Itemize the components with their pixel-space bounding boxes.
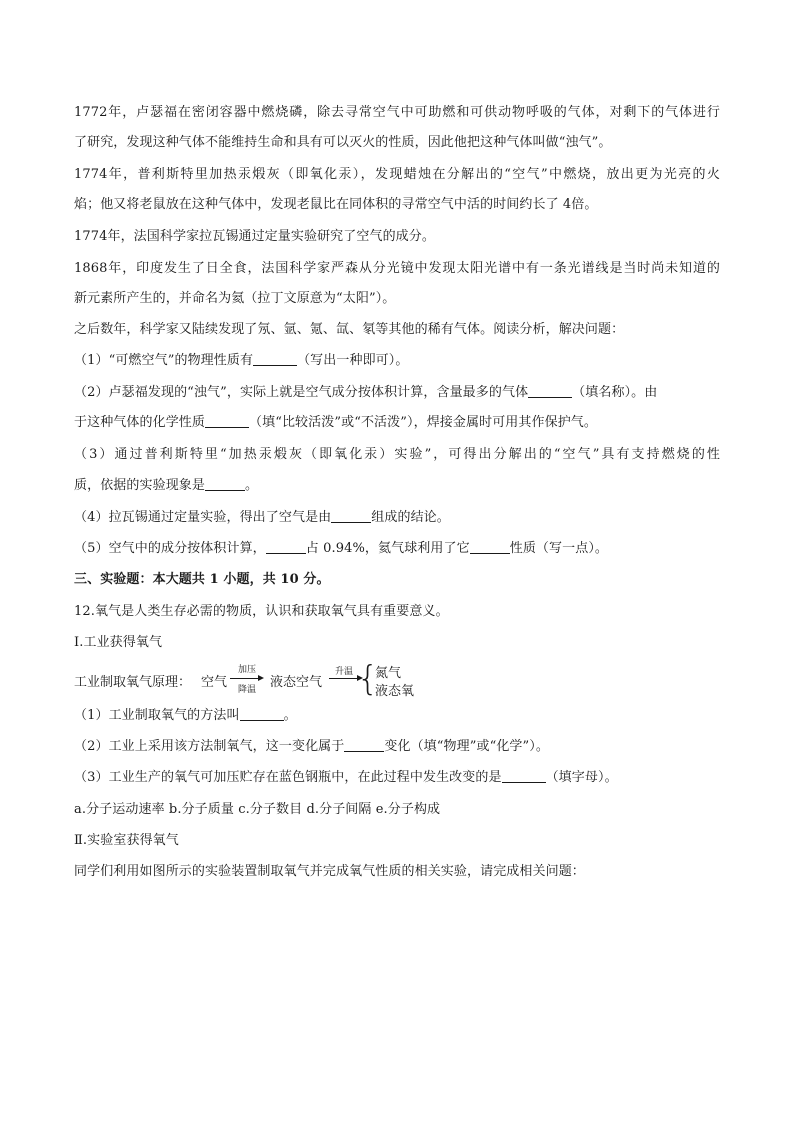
question-2-text: （2）卢瑟福发现的“浊气”，实际上就是空气成分按体积计算，含量最多的气体 [74,385,529,400]
part-i-q3-tail: （填字母）。 [545,770,618,785]
answer-blank[interactable] [470,540,510,554]
cool-label: 降温 [238,685,257,695]
question-1-tail: （写出一种即可）。 [297,353,409,368]
question-4 [74,509,450,527]
question-2-line-1 [74,384,657,402]
question-2-text-2: 于这种气体的化学性质 [74,415,206,430]
answer-blank[interactable] [240,707,284,721]
question-12-stem: 12.氧气是人类生存必需的物质，认识和获取氧气具有重要意义。 [74,604,449,619]
answer-blank[interactable] [528,384,572,398]
question-4-text: （4）拉瓦锡通过定量实验，得出了空气是由 [74,510,332,525]
question-5-text: （5）空气中的成分按体积计算， [74,541,266,556]
air-label: 空气 [201,675,228,690]
question-3-line-1: （3）通过普利斯特里“加热汞煅灰（即氧化汞）实验”，可得出分解出的“空气”具有支持燃烧的性 [74,447,720,462]
question-3-text: 质，依据的实验现象是 [74,478,206,493]
answer-blank[interactable] [253,352,297,366]
diagram-label: 工业制取氧气原理： [74,675,192,690]
part-i-q3 [74,769,618,787]
question-4-tail: 组成的结论。 [371,510,450,525]
answer-blank[interactable] [331,509,371,523]
answer-blank[interactable] [205,414,249,428]
part-i-q3-text: （3）工业生产的氧气可加压贮存在蓝色钢瓶中，在此过程中发生改变的是 [74,770,502,785]
arrow-1 [230,678,260,679]
question-1 [74,352,408,370]
part-i-q2-tail: 变化（填“物理”或“化学”）。 [384,739,549,754]
part-i-heading: I.工业获得氧气 [74,635,163,650]
liquid-air-label: 液态空气 [270,675,323,690]
question-1-text: （1）“可燃空气”的物理性质有 [74,353,254,368]
arrow-1-head [258,675,264,681]
part-i-q2 [74,738,549,756]
passage-line-8: 之后数年，科学家又陆续发现了氖、氩、氪、氙、氡等其他的稀有气体。阅读分析，解决问题： [74,322,625,337]
heat-label: 升温 [335,667,354,677]
brace-icon: { [357,659,379,699]
question-5 [74,540,608,558]
section-heading: 三、实验题：本大题共 1 小题，共 10 分。 [74,572,330,587]
passage-line-1: 1772年，卢瑟福在密闭容器中燃烧磷，除去寻常空气中可助燃和可供动物呼吸的气体，对剩下的气体进行 [74,105,720,120]
nitrogen-label: 氮气 [375,666,402,681]
passage-line-4: 焰；他又将老鼠放在这种气体中，发现老鼠比在同体积的寻常空气中活的时间约长了 4倍。 [74,197,598,212]
answer-options: a.分子运动速率 b.分子质量 c.分子数目 d.分子间隔 e.分子构成 [74,802,441,817]
passage-line-6: 1868年，印度发生了日全食，法国科学家严森从分光镜中发现太阳光谱中有一条光谱线是当时尚未知道的 [74,261,720,276]
part-ii-intro: 同学们利用如图所示的实验装置制取氧气并完成氧气性质的相关实验，请完成相关问题： [74,864,585,879]
question-3-tail: 。 [245,478,259,493]
question-2-line-2 [74,414,597,432]
answer-blank[interactable] [205,477,245,491]
passage-line-5: 1774年，法国科学家拉瓦锡通过定量实验研究了空气的成分。 [74,229,435,244]
question-2-tail: （填名称）。由 [572,385,658,400]
question-5-mid: 占 0.94%，氦气球利用了它 [305,541,470,556]
part-ii-heading: Ⅱ.实验室获得氧气 [74,833,179,848]
answer-blank[interactable] [266,540,306,554]
arrow-2 [329,678,359,679]
passage-line-7: 新元素所产生的，并命名为氦（拉丁文原意为“太阳”）。 [74,291,396,306]
answer-blank[interactable] [344,738,384,752]
part-i-q1 [74,707,297,725]
part-i-q1-text: （1）工业制取氧气的方法叫 [74,708,240,723]
question-3-line-2 [74,477,258,495]
passage-line-3: 1774年，普利斯特里加热汞煅灰（即氧化汞），发现蜡烛在分解出的“空气”中燃烧，放出更为光亮的火 [74,167,720,182]
answer-blank[interactable] [502,769,546,783]
passage-line-2: 了研究，发现这种气体不能维持生命和具有可以灭火的性质，因此他把这种气体叫做“浊气”。 [74,135,612,150]
pressurize-label: 加压 [238,665,257,675]
question-5-tail: 性质（写一点）。 [509,541,609,556]
part-i-q2-text: （2）工业上采用该方法制氧气，这一变化属于 [74,739,345,754]
question-2-tail-2: （填“比较活泼”或“不活泼”），焊接金属时可用其作保护气。 [249,415,597,430]
liquid-oxygen-label: 液态氧 [375,684,415,699]
part-i-q1-tail: 。 [283,708,297,723]
